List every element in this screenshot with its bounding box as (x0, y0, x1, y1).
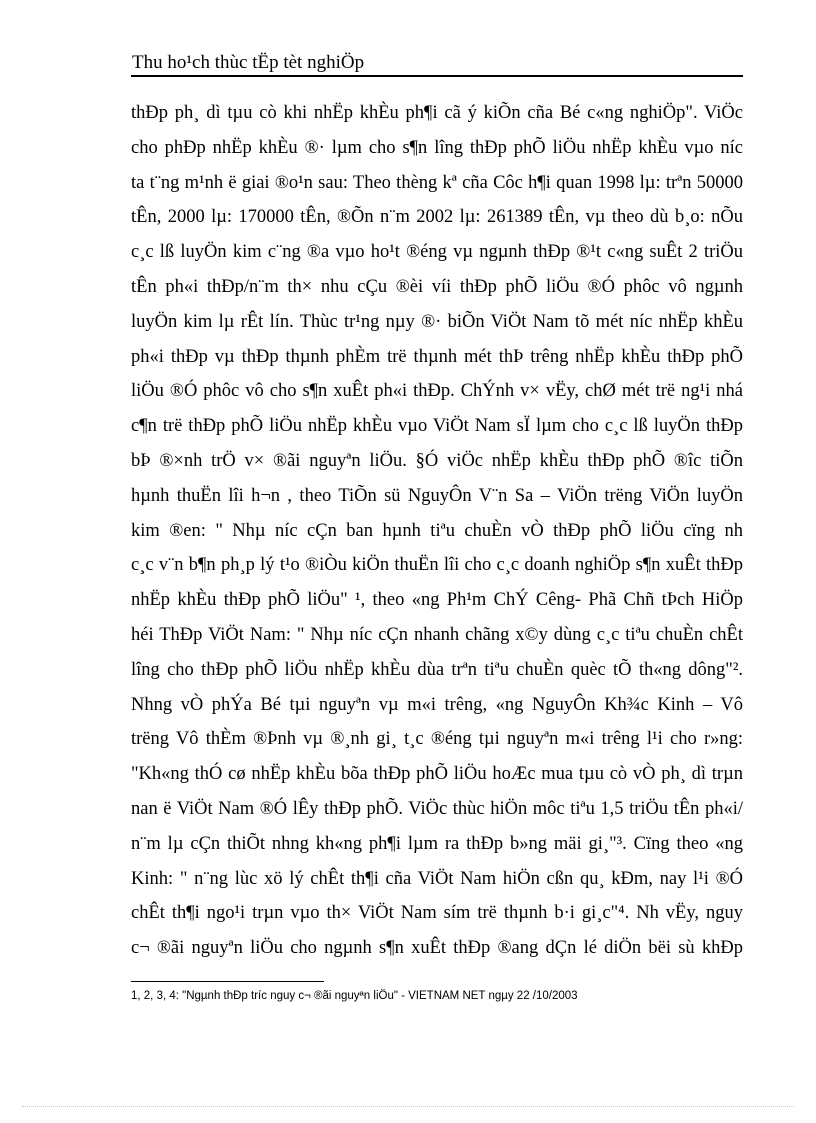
body-line: Kinh: " n¨ng lùc xö lý chÊt th¶i cña ViÖt Nam hiÖn cßn qu¸ kÐm, nay l¹i ®Ó (131, 868, 743, 889)
body-line: trëng Vô thÈm ®Þnh vµ ®¸nh gi¸ t¸c ®éng tµi nguyªn m«i trêng l¹i cho r»ng: (131, 729, 743, 750)
footnote-text: 1, 2, 3, 4: "Ngµnh thÐp tríc nguy c¬ ®ãi nguyªn liÖu" - VIETNAM NET ngµy 22 /10/2003 (131, 990, 578, 1002)
body-line: héi ThÐp ViÖt Nam: " Nhµ níc cÇn nhanh chãng x©y dùng c¸c tiªu chuÈn chÊt (131, 624, 743, 645)
body-line: tÊn, 2000 lµ: 170000 tÊn, ®Õn n¨m 2002 lµ: 261389 tÊn, vµ theo dù b¸o: nÕu (131, 207, 743, 228)
body-line: ph«i thÐp vµ thÐp thµnh phÈm trë thµnh mét thÞ trêng nhËp khÈu thÐp phÕ (131, 346, 743, 367)
body-line: c¶n trë thÐp phÕ liÖu nhËp khÈu vµo ViÖt Nam sÏ lµm cho c¸c lß luyÖn thÐp (131, 416, 743, 437)
body-line: n¨m lµ cÇn thiÕt nhng kh«ng ph¶i lµm ra thÐp b»ng mäi gi¸"³. Cïng theo «ng (131, 833, 743, 854)
body-line: lîng cho thÐp phÕ liÖu nhËp khÈu dùa trªn tiªu chuÈn quèc tÕ th«ng dông"². (131, 659, 743, 680)
body-line: "Kh«ng thÓ cø nhËp khÈu bõa thÐp phÕ liÖu hoÆc mua tµu cò vÒ ph¸ dì trµn (131, 764, 743, 785)
body-line: cho phÐp nhËp khÈu ®· lµm cho s¶n lîng thÐp phÕ liÖu nhËp khÈu vµo níc (131, 137, 743, 158)
body-line: nan ë ViÖt Nam ®Ó lÊy thÐp phÕ. ViÖc thùc hiÖn môc tiªu 1,5 triÖu tÊn ph«i/ (131, 798, 743, 819)
body-line: c¸c v¨n b¶n ph¸p lý t¹o ®iÒu kiÖn thuËn lîi cho c¸c doanh nghiÖp s¶n xuÊt thÐp (131, 555, 743, 576)
body-paragraph (131, 96, 743, 966)
body-line: liÖu ®Ó phôc vô cho s¶n xuÊt ph«i thÐp. ChÝnh v× vËy, chØ mét trë ng¹i nhá (131, 381, 743, 402)
body-line: luyÖn kim lµ rÊt lín. Thùc tr¹ng nµy ®· biÕn ViÖt Nam tõ mét níc nhËp khÈu (131, 311, 743, 332)
body-line: tÊn ph«i thÐp/n¨m th× nhu cÇu ®èi víi thÐp phÕ liÖu ®Ó phôc vô ngµnh (131, 276, 743, 297)
body-line: c¸c lß luyÖn kim c¨ng ®a vµo ho¹t ®éng vµ ngµnh thÐp ®¹t c«ng suÊt 2 triÖu (131, 242, 743, 263)
body-line: thÐp ph¸ dì tµu cò khi nhËp khÈu ph¶i cã ý kiÕn cña Bé c«ng nghiÖp". ViÖc (131, 103, 743, 123)
body-line: bÞ ®×nh trÖ v× ®ãi nguyªn liÖu. §Ó viÖc nhËp khÈu thÐp phÕ ®îc tiÕn (131, 450, 743, 471)
page-header-title: Thu ho¹ch thùc tËp tèt nghiÖp (132, 52, 365, 73)
body-line: hµnh thuËn lîi h¬n , theo TiÕn sü NguyÔn V¨n Sa – ViÖn trëng ViÖn luyÖn (131, 485, 743, 506)
header-rule (131, 75, 743, 77)
body-line: chÊt th¶i ngo¹i trµn vµo th× ViÖt Nam sím trë thµnh b·i gi¸c"⁴. Nh vËy, nguy (131, 903, 743, 924)
body-line: kim ®en: " Nhµ níc cÇn ban hµnh tiªu chuÈn vÒ thÐp phÕ liÖu cïng nh (131, 520, 743, 541)
footnote-rule (131, 981, 324, 982)
body-line: ta t¨ng m¹nh ë giai ®o¹n sau: Theo thèng kª cña Côc h¶i quan 1998 lµ: trªn 50000 (131, 172, 743, 193)
body-line: c¬ ®ãi nguyªn liÖu cho ngµnh s¶n xuÊt thÐp ®ang dÇn lé diÖn bëi sù khÐp (131, 938, 743, 959)
body-line: nhËp khÈu thÐp phÕ liÖu" ¹, theo «ng Ph¹m ChÝ Cêng- Phã Chñ tÞch HiÖp (131, 590, 743, 611)
body-line: Nhng vÒ phÝa Bé tµi nguyªn vµ m«i trêng, «ng NguyÔn Kh¾c Kinh – Vô (131, 694, 743, 715)
page-bottom-edge (22, 1106, 794, 1107)
